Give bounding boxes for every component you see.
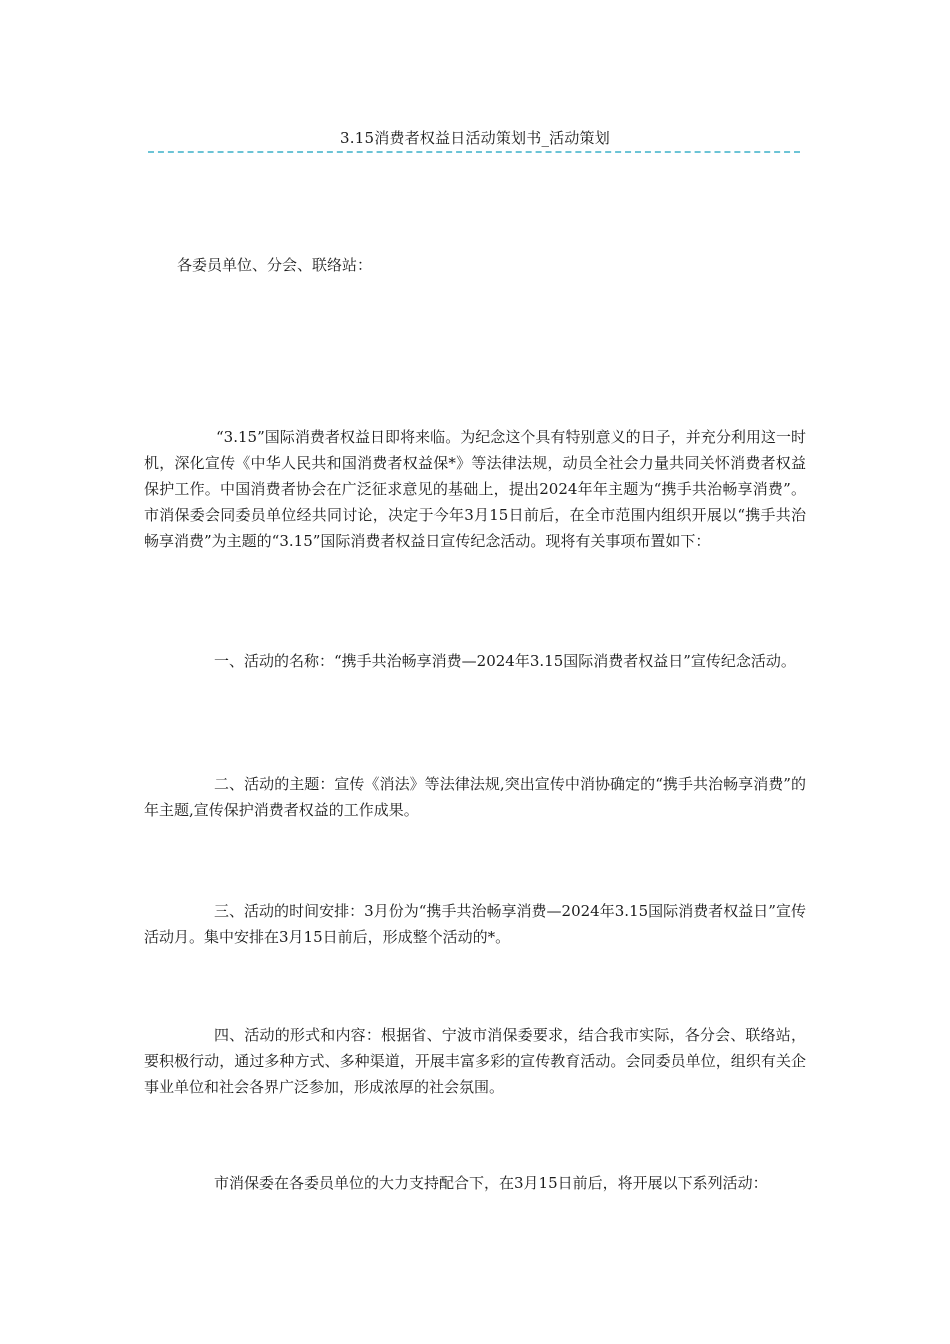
title-divider: [148, 151, 800, 153]
paragraph-intro: “3.15”国际消费者权益日即将来临。为纪念这个具有特别意义的日子，并充分利用这一时机，深化宣传《中华人民共和国消费者权益保*》等法律法规，动员全社会力量共同关怀消费者权益保护工作。中国消费者协会在广泛征求意见的基础上，提出2024年年主题为“携手共治畅享消费”。市消保委会同委员单位经共同讨论，决定于今年3月15日前后，在全市范围内组织开展以“携手共治畅享消费”为主题的“3.15”国际消费者权益日宣传纪念活动。现将有关事项布置如下：: [144, 428, 806, 550]
paragraph-activity-schedule: 三、活动的时间安排：3月份为“携手共治畅享消费—2024年3.15国际消费者权益日”宣传活动月。集中安排在3月15日前后，形成整个活动的*。: [144, 902, 806, 946]
paragraph-activity-theme: 二、活动的主题：宣传《消法》等法律法规,突出宣传中消协确定的“携手共治畅享消费”的年主题,宣传保护消费者权益的工作成果。: [144, 775, 806, 819]
salutation: 各委员单位、分会、联络站：: [177, 256, 373, 274]
document-title: 3.15消费者权益日活动策划书_活动策划: [340, 129, 610, 147]
paragraph-activity-name: 一、活动的名称：“携手共治畅享消费—2024年3.15国际消费者权益日”宣传纪念活动。: [214, 652, 796, 670]
paragraph-activity-form: 四、活动的形式和内容：根据省、宁波市消保委要求，结合我市实际，各分会、联络站，要积极行动，通过多种方式、多种渠道，开展丰富多彩的宣传教育活动。会同委员单位，组织有关企事业单位和社会各界广泛参加，形成浓厚的社会氛围。: [144, 1026, 806, 1096]
paragraph-series-activities: 市消保委在各委员单位的大力支持配合下，在3月15日前后，将开展以下系列活动：: [214, 1174, 768, 1192]
